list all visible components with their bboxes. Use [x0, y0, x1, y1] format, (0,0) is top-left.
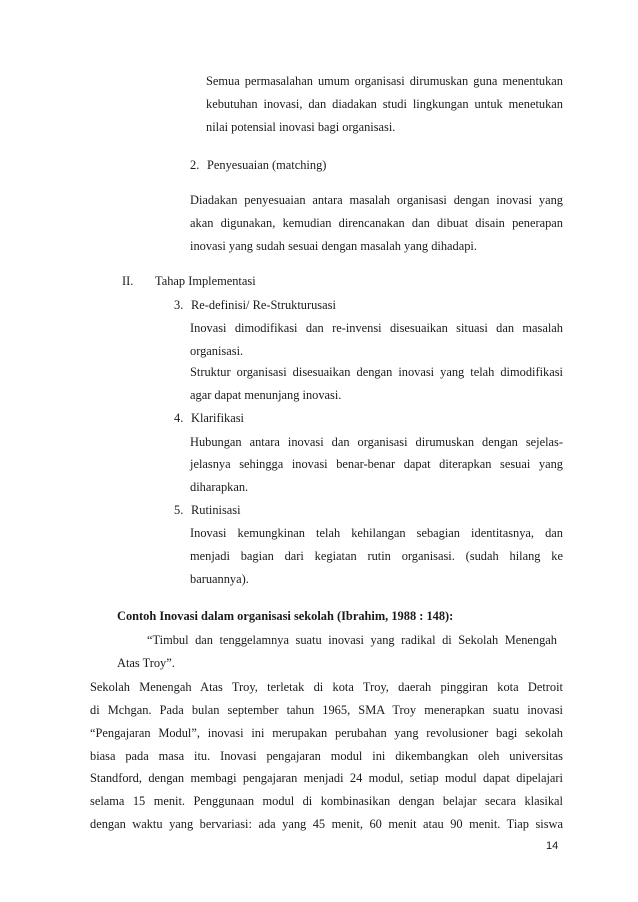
text-line: akan digunakan, kemudian direncanakan dan dibuat disain penerapan	[190, 216, 563, 230]
text-line: Standford, dengan membagi pengajaran menjadi 24 modul, setiap modul dapat dipelajari	[90, 771, 563, 785]
text-line: agar dapat menunjang inovasi.	[190, 388, 342, 402]
text-line: Atas Troy”.	[117, 656, 175, 670]
text-line: menjadi bagian dari kegiatan rutin organisasi. (sudah hilang ke	[190, 549, 563, 563]
text-line: Hubungan antara inovasi dan organisasi dirumuskan dengan sejelas-	[190, 435, 563, 449]
text-line: dengan waktu yang bervariasi: ada yang 45 menit, 60 menit atau 90 menit. Tiap siswa	[90, 817, 563, 831]
text-line: selama 15 menit. Penggunaan modul di kombinasikan dengan belajar secara klasikal	[90, 794, 563, 808]
text-line: “Pengajaran Modul”, inovasi ini merupakan perubahan yang revolusioner bagi sekolah	[90, 726, 563, 740]
list-item-title: Klarifikasi	[191, 411, 244, 425]
text-line: Sekolah Menengah Atas Troy, terletak di kota Troy, daerah pinggiran kota Detroit	[90, 680, 563, 694]
text-line: jelasnya sehingga inovasi benar-benar dapat diterapkan sesuai yang	[190, 457, 563, 471]
text-line: di Mchgan. Pada bulan september tahun 1965, SMA Troy menerapkan suatu inovasi	[90, 703, 563, 717]
list-item-title: Re-definisi/ Re-Strukturusasi	[191, 298, 336, 312]
text-line: Struktur organisasi disesuaikan dengan inovasi yang telah dimodifikasi	[190, 365, 563, 379]
list-number: 2.	[190, 158, 200, 172]
text-line: diharapkan.	[190, 480, 249, 494]
list-item-title: Rutinisasi	[191, 503, 241, 517]
text-line: organisasi.	[190, 344, 244, 358]
section-title: Tahap Implementasi	[155, 274, 256, 288]
list-number: 4.	[174, 411, 184, 425]
text-line: baruannya).	[190, 572, 249, 586]
list-number: 5.	[174, 503, 184, 517]
text-line: Diadakan penyesuaian antara masalah organisasi dengan inovasi yang	[190, 193, 563, 207]
text-line: “Timbul dan tenggelamnya suatu inovasi yang radikal di Sekolah Menengah	[147, 633, 557, 647]
list-number: 3.	[174, 298, 184, 312]
text-line: Semua permasalahan umum organisasi dirumuskan guna menentukan	[206, 74, 563, 88]
text-line: Inovasi dimodifikasi dan re-invensi disesuaikan situasi dan masalah	[190, 321, 563, 335]
text-line: Inovasi kemungkinan telah kehilangan sebagian identitasnya, dan	[190, 526, 563, 540]
text-line: nilai potensial inovasi bagi organisasi.	[206, 120, 396, 134]
text-line: biasa pada masa itu. Inovasi pengajaran modul ini dikembangkan oleh universitas	[90, 749, 563, 763]
list-item-title: Penyesuaian (matching)	[207, 158, 327, 172]
text-line: inovasi yang sudah sesuai dengan masalah yang dihadapi.	[190, 239, 477, 253]
example-heading: Contoh Inovasi dalam organisasi sekolah (Ibrahim, 1988 : 148):	[117, 609, 454, 623]
page-number: 14	[546, 840, 559, 852]
text-line: kebutuhan inovasi, dan diadakan studi lingkungan untuk menetukan	[206, 97, 563, 111]
section-number: II.	[122, 274, 134, 288]
